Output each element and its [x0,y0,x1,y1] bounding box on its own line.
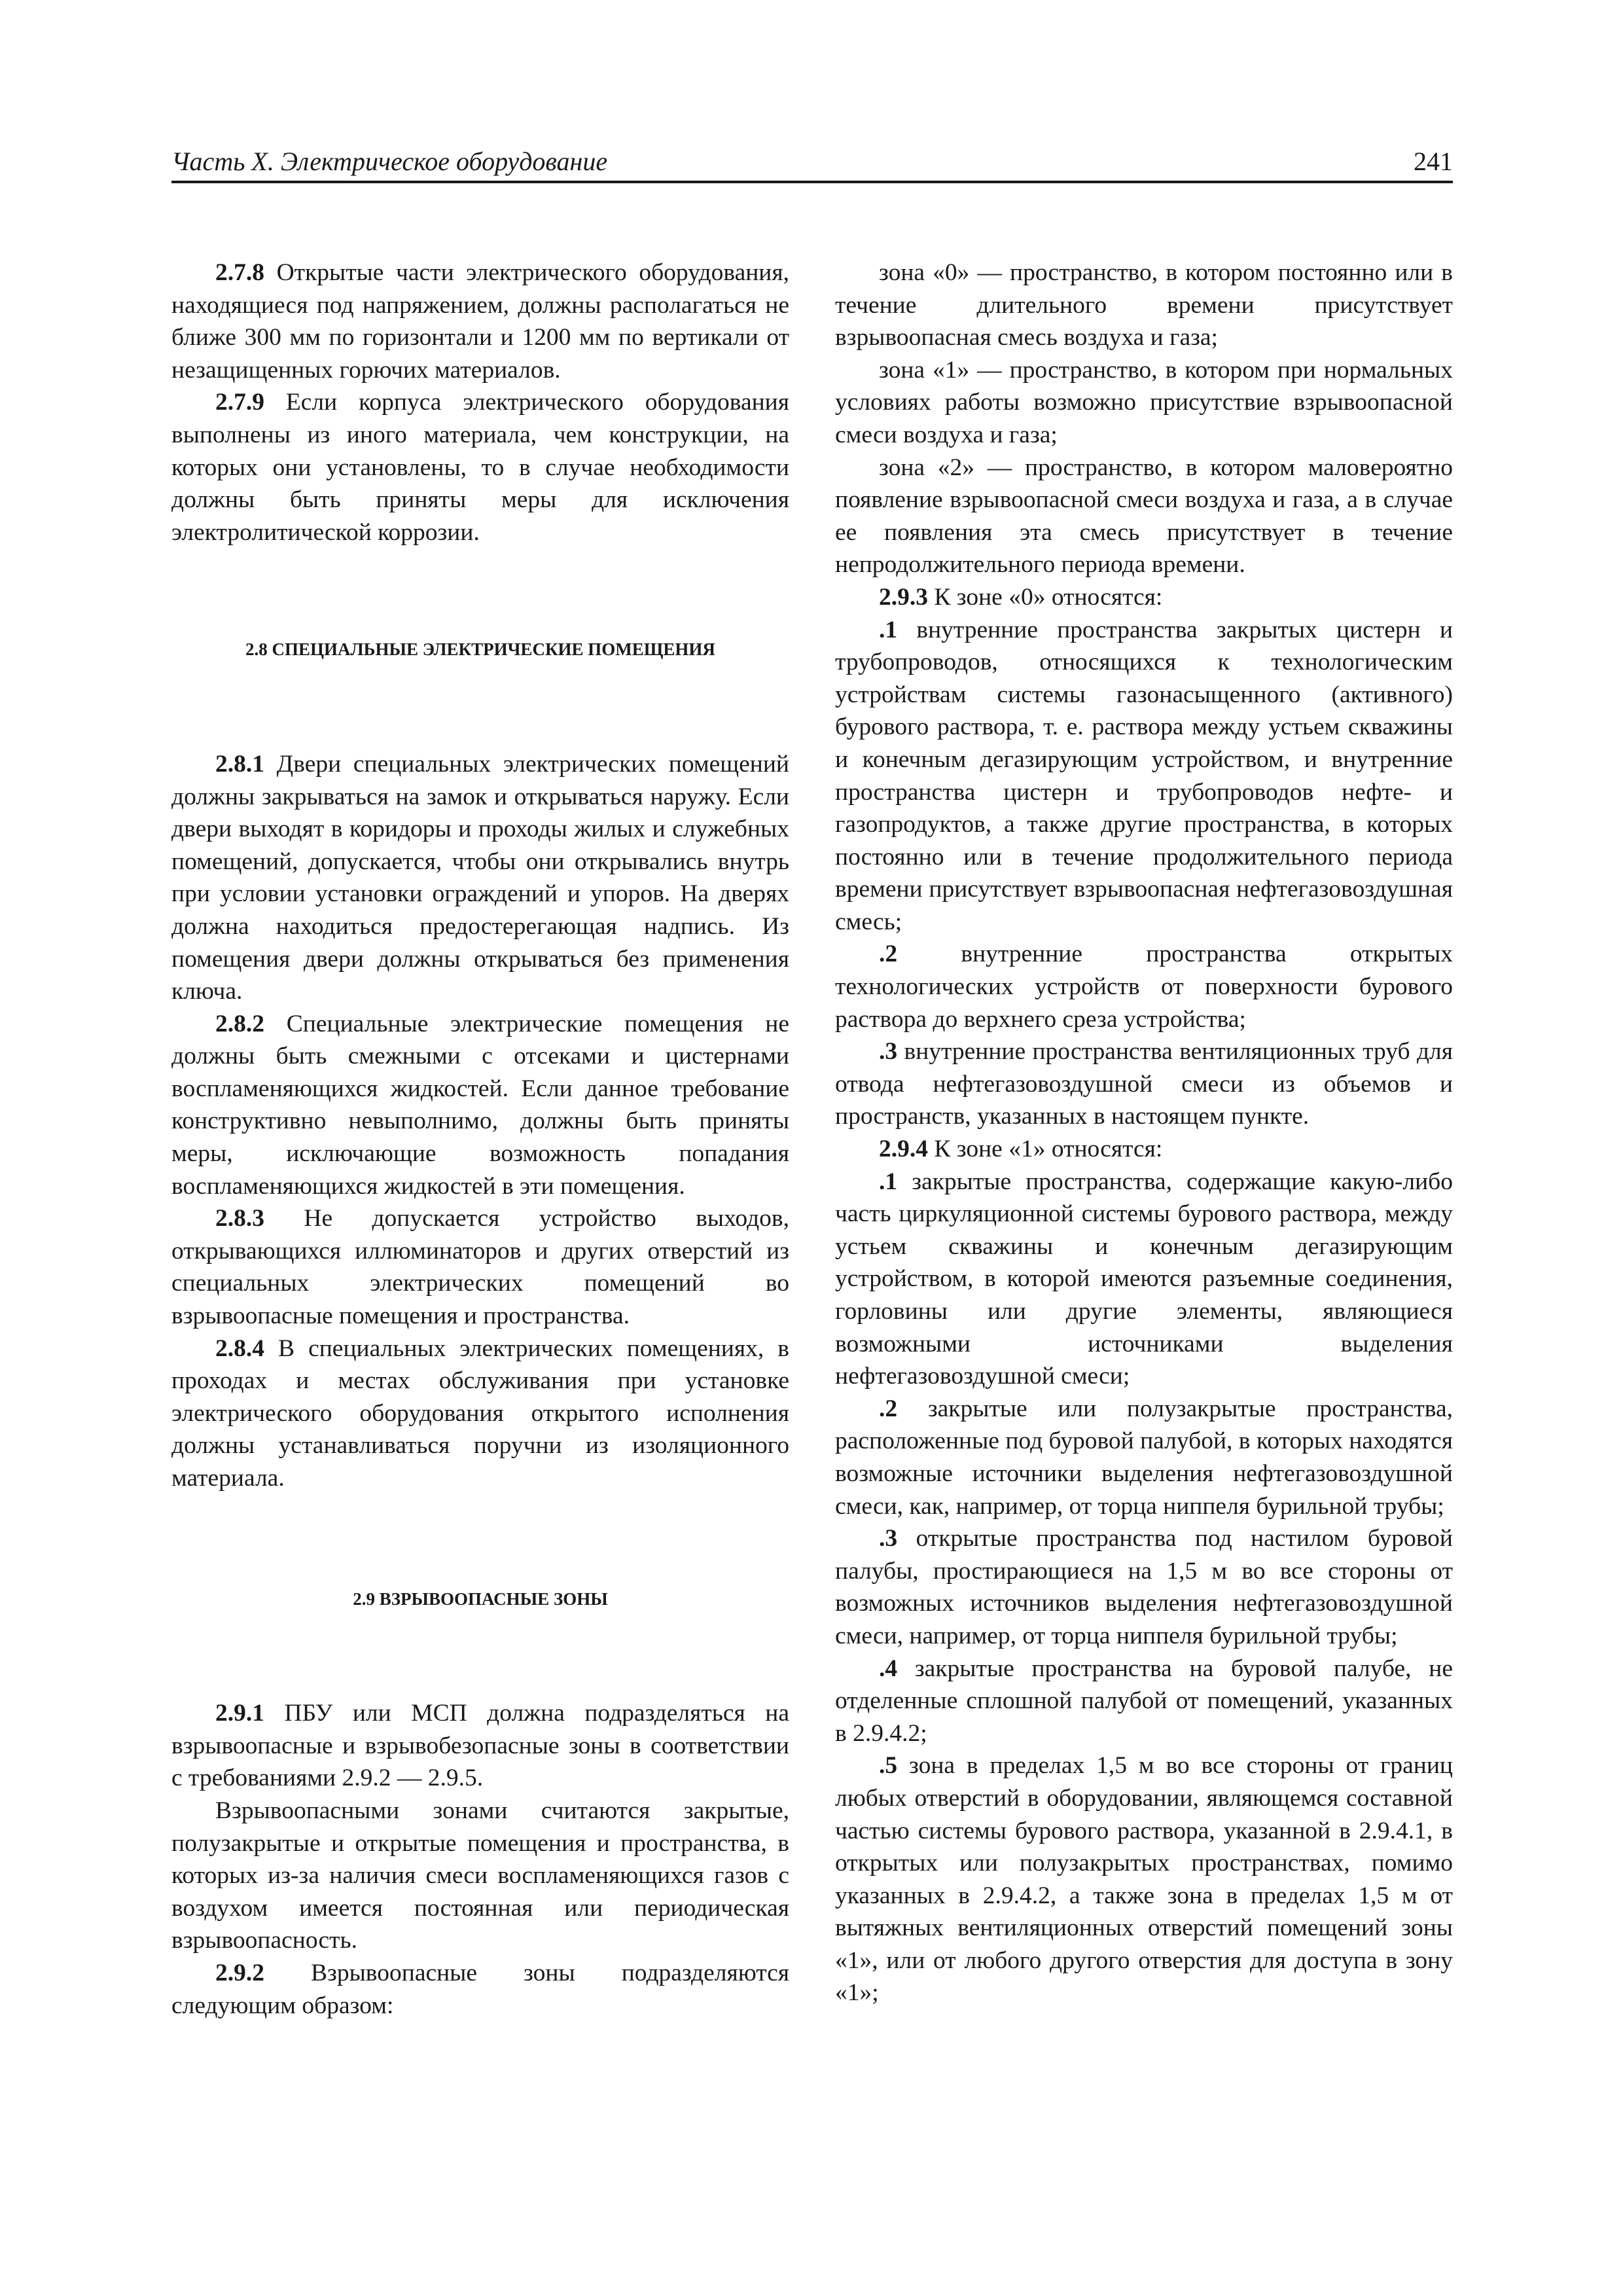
zone-1-item-3 [835,1522,1453,1652]
paragraph-text: ПБУ или МСП должна подразделяться на взрывоопасные и взрывобезопасные зоны в соответствии с требованиями 2.9.2 — 2.9.5. [171,1700,789,1792]
paragraph-text: К зоне «1» относятся: [928,1136,1163,1163]
zone-1-definition: зона «1» — пространство, в котором при нормальных условиях работы возможно присутствие взрывоопасной смеси воздуха и газа; [835,356,1453,448]
paragraph-2-9-4 [835,1133,1453,1166]
item-text: открытые пространства под настилом буровой палубы, простирающиеся на 1,5 м во все стороны от возможных источников выделения нефтегазовоздушной смеси, например, от торца ниппеля бурильной трубы; [835,1525,1453,1649]
paragraph-text: Специальные электрические помещения не должны быть смежными с отсеками и цистернами воспламеняющихся жидкостей. Если данное требование конструктивно невыполнимо, должны быть приняты меры, исключающие возможность попадания воспламеняющихся жидкостей в эти помещения. [171,1010,789,1200]
zone-2-definition: зона «2» — пространство, в котором маловероятно появление взрывоопасной смеси воздуха и газа, а в случае ее появления эта смесь присутствует в течение непродолжительного периода времени. [835,454,1453,579]
item-number: .3 [879,1038,898,1066]
item-number: .4 [879,1655,898,1682]
paragraph-text: Не допускается устройство выходов, открывающихся иллюминаторов и других отверстий из специальных электрических помещений во взрывоопасные помещения и пространства. [171,1205,789,1330]
zone-1-item-1 [835,1166,1453,1393]
item-number: .5 [879,1752,898,1780]
item-number: .2 [879,1395,898,1422]
clause-number: 2.7.9 [215,389,264,416]
section-heading-2-8: 2.8 СПЕЦИАЛЬНЫЕ ЭЛЕКТРИЧЕСКИЕ ПОМЕЩЕНИЯ [245,639,715,660]
zone-0-definition: зона «0» — пространство, в котором постоянно или в течение длительного времени присутствует взрывоопасная смесь воздуха и газа; [835,259,1453,351]
paragraph-zones-definition: Взрывоопасными зонами считаются закрытые, полузакрытые и открытые помещения и пространства, в которых из-за наличия смеси воспламеняющихся газов с воздухом имеется постоянная или периодическая взрывоопасность. [171,1797,789,1954]
clause-number: 2.8.1 [215,750,264,778]
paragraph-text: Если корпуса электрического оборудования выполнены из иного материала, чем конструкции, на которых они установлены, то в случае необходимости должны быть приняты меры для исключения электролитической коррозии. [171,389,789,546]
paragraph-text: Двери специальных электрических помещений должны закрываться на замок и открываться наружу. Если двери выходят в коридоры и проходы жилых и служебных помещений, допускается, чтобы они открывались внутрь при условии установки ограждений и упоров. На дверях должна находиться предостерегающая надпись. Из помещения двери должны открываться без применения ключа. [171,750,789,1005]
item-number: .2 [879,941,898,968]
paragraph-2-7-8 [171,257,789,386]
running-header-title: Часть X. Электрическое оборудование [171,147,608,176]
left-column [171,257,789,2022]
item-number: .1 [879,1168,898,1195]
clause-number: 2.7.8 [215,259,264,286]
paragraph-text: К зоне «0» относятся: [928,583,1163,611]
paragraph-text: В специальных электрических помещениях, в проходах и местах обслуживания при установке электрического оборудования открытого исполнения должны устанавливаться поручни из изоляционного материала. [171,1335,789,1492]
clause-number: 2.8.4 [215,1335,264,1362]
item-number: .1 [879,616,898,643]
paragraph-text: Открытые части электрического оборудования, находящиеся под напряжением, должны располагаться не ближе 300 мм по горизонтали и 1200 мм по вертикали от незащищенных горючих материалов. [171,259,789,384]
clause-number: 2.9.3 [879,583,928,611]
item-number: .3 [879,1525,898,1552]
item-text: зона в пределах 1,5 м во все стороны от границ любых отверстий в оборудовании, являющемся составной частью системы бурового раствора, указанной в 2.9.4.1, в открытых или полузакрытых пространствах, помимо указанных в 2.9.4.2, а также зона в пределах 1,5 м от вытяжных вентиляционных отверстий помещений зоны «1», или от любого другого отверстия для доступа в зону «1»; [835,1752,1453,2007]
paragraph-2-8-3 [171,1202,789,1332]
item-text: закрытые или полузакрытые пространства, расположенные под буровой палубой, в которых находятся возможные источники выделения нефтегазовоздушной смеси, как, например, от торца ниппеля бурильной трубы; [835,1395,1453,1520]
zone-1-item-2 [835,1393,1453,1522]
paragraph-text: Взрывоопасные зоны подразделяются следующим образом: [171,1959,789,2019]
clause-number: 2.8.2 [215,1010,264,1037]
paragraph-2-8-1 [171,748,789,1008]
zone-1-item-5 [835,1749,1453,2009]
paragraph-2-9-2 [171,1957,789,2022]
clause-number: 2.9.4 [879,1136,928,1163]
paragraph-2-7-9 [171,386,789,548]
item-text: внутренние пространства вентиляционных труб для отвода нефтегазовоздушной смеси из объемов и пространств, указанных в настоящем пункте. [835,1038,1453,1130]
item-text: внутренние пространства закрытых цистерн и трубопроводов, относящихся к технологическим устройствам системы газонасыщенного (активного) бурового раствора, т. е. раствора между устьем скважины и конечным дегазирующим устройством, и внутренние пространства цистерн и трубопроводов нефте- и газопродуктов, а также другие пространства, в которых постоянно или в течение продолжительного периода времени присутствует взрывоопасная нефтегазовоздушная смесь; [835,616,1453,935]
page-number: 241 [1414,147,1453,176]
paragraph-2-9-3 [835,581,1453,614]
paragraph-2-8-4 [171,1333,789,1495]
zone-0-item-2 [835,938,1453,1035]
right-column [835,257,1453,2009]
paragraph-2-9-1 [171,1697,789,1795]
zone-1-item-4 [835,1653,1453,1750]
section-heading-2-9: 2.9 ВЗРЫВООПАСНЫЕ ЗОНЫ [353,1588,608,1609]
item-text: закрытые пространства на буровой палубе, не отделенные сплошной палубой от помещений, указанных в 2.9.4.2; [835,1655,1453,1747]
paragraph-2-8-2 [171,1008,789,1203]
clause-number: 2.9.2 [215,1959,264,1986]
item-text: закрытые пространства, содержащие какую-либо часть циркуляционной системы бурового раствора, между устьем скважины и конечным дегазирующим устройством, в которой имеются разъемные соединения, горловины или другие элементы, являющиеся возможными источниками выделения нефтегазовоздушной смеси; [835,1168,1453,1390]
zone-0-item-3 [835,1035,1453,1133]
running-header [171,143,1453,183]
clause-number: 2.8.3 [215,1205,264,1232]
clause-number: 2.9.1 [215,1700,264,1727]
item-text: внутренние пространства открытых технологических устройств от поверхности бурового раствора до верхнего среза устройства; [835,941,1453,1033]
zone-0-item-1 [835,614,1453,939]
